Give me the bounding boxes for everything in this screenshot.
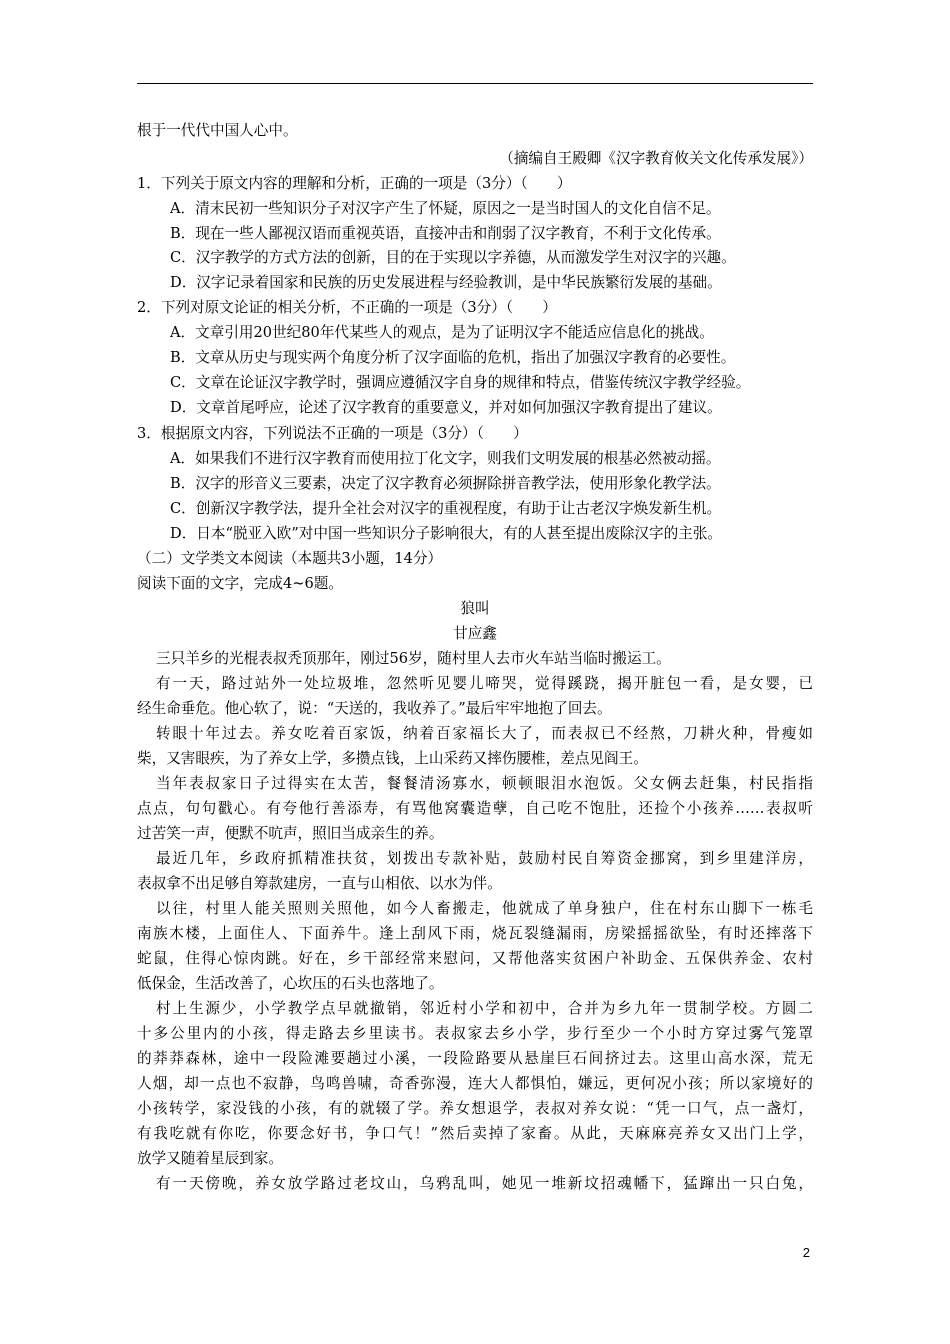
text-line: 根于一代代中国人心中。	[137, 122, 298, 139]
question-3: 3．根据原文内容，下列说法不正确的一项是（3分）（ ）	[137, 425, 528, 442]
text-line: 表叔拿不出足够自筹款建房，一直与山相依、以水为伴。	[137, 875, 502, 892]
header-rule	[137, 83, 813, 84]
text-line: 最近几年，乡政府抓精准扶贫，划拨出专款补贴，鼓励村民自筹资金挪窝，到乡里建洋房，	[156, 850, 813, 867]
text-line: 有一天，路过站外一处垃圾堆，忽然听见婴儿啼哭，觉得蹊跷，揭开脏包一看，是女婴，已	[156, 675, 813, 692]
option-3d: D．日本“脱亚入欧”对中国一些知识分子影响很大，有的人甚至提出废除汉字的主张。	[170, 525, 723, 542]
text-line: 有我吃就有你吃，你要念好书，争口气！”然后卖掉了家畜。从此，天麻麻亮养女又出门上学，	[137, 1125, 813, 1142]
text-line: 低保金，生活改善了，心坎压的石头也落地了。	[137, 975, 444, 992]
text-line: 经生命垂危。他心软了，说：“天送的，我收养了。”最后牢牢地抱了回去。	[137, 700, 612, 717]
text-line: 放学又随着星辰到家。	[137, 1150, 283, 1167]
page-number: 2	[802, 1245, 810, 1260]
section-heading: （二）文学类文本阅读（本题共3小题，14分）	[137, 550, 443, 567]
option-3b: B．汉字的形音义三要素，决定了汉字教育必须摒除拼音教学法，使用形象化教学法。	[170, 475, 721, 492]
option-2c: C．文章在论证汉字教学时，强调应遵循汉字自身的规律和特点，借鉴传统汉字教学经验。	[170, 374, 751, 391]
story-title: 狼叫	[460, 600, 490, 617]
reading-instruction: 阅读下面的文字，完成4~6题。	[137, 575, 343, 592]
text-line: 小孩转学，家没钱的小孩，有的就辍了学。养女想退学，表叔对养女说：“凭一口气，点一盏灯，	[137, 1100, 813, 1117]
option-3c: C．创新汉字教学法，提升全社会对汉字的重视程度，有助于让古老汉字焕发新生机。	[170, 500, 722, 517]
text-line: 柴，又害眼疾，为了养女上学，多攒点钱，上山采药又摔伤腰椎，差点见阎王。	[137, 750, 648, 767]
text-line: 蛇鼠，住得心惊肉跳。好在，乡干部经常来慰问，又帮他落实贫困户补助金、五保供养金、农村	[137, 950, 813, 967]
question-2: 2．下列对原文论证的相关分析，不正确的一项是（3分）（ ）	[137, 299, 557, 316]
text-line: 村上生源少，小学教学点早就撤销，邻近村小学和初中，合并为乡九年一贯制学校。方圆二	[156, 1000, 813, 1017]
option-3a: A．如果我们不进行汉字教育而使用拉丁化文字，则我们文明发展的根基必然被动摇。	[170, 450, 721, 467]
text-line: 十多公里内的小孩，得走路去乡里读书。表叔家去乡小学，步行至少一个小时方穿过雾气笼罩	[137, 1025, 813, 1042]
source-citation: （摘编自王殿卿《汉字教育攸关文化传承发展》）	[499, 150, 813, 167]
text-line: 人烟，却一点也不寂静，鸟鸣兽啸，奇香弥漫，连大人都惧怕，嫌远，更何况小孩；所以家境好的	[137, 1075, 813, 1092]
option-1b: B．现在一些人鄙视汉语而重视英语，直接冲击和削弱了汉字教育，不利于文化传承。	[170, 225, 721, 242]
text-line: 转眼十年过去。养女吃着百家饭，纳着百家福长大了，而表叔已不经熬，刀耕火种，骨瘦如	[156, 725, 813, 742]
option-2b: B．文章从历史与现实两个角度分析了汉字面临的危机，指出了加强汉字教育的必要性。	[170, 349, 736, 366]
option-1c: C．汉字教学的方式方法的创新，目的在于实现以字养德，从而激发学生对汉字的兴趣。	[170, 249, 736, 266]
text-line: 过苦笑一声，便默不吭声，照旧当成亲生的养。	[137, 825, 444, 842]
text-line: 三只羊乡的光棍表叔秃顶那年，刚过56岁，随村里人去市火车站当临时搬运工。	[156, 650, 671, 667]
story-author: 甘应鑫	[453, 625, 497, 642]
text-line: 点点，句句戳心。有夸他行善添寿，有骂他窝囊造孽，自己吃不饱肚，还捡个小孩养……表叔听	[137, 800, 813, 817]
text-line: 以往，村里人能关照则关照他，如今人畜搬走，他就成了单身独户，住在村东山脚下一栋毛	[156, 900, 813, 917]
text-line: 南族木楼，上面住人、下面养牛。逢上刮风下雨，烧瓦裂缝漏雨，房梁摇摇欲坠，有时还摔落下	[137, 925, 813, 942]
text-line: 有一天傍晚，养女放学路过老坟山，乌鸦乱叫，她见一堆新坟招魂幡下，猛蹿出一只白兔，	[156, 1175, 813, 1192]
text-line: 的莽莽森林，途中一段险滩要趟过小溪，一段险路要从悬崖巨石间挤过去。这里山高水深，荒无	[137, 1050, 813, 1067]
option-2a: A．文章引用20世纪80年代某些人的观点，是为了证明汉字不能适应信息化的挑战。	[170, 324, 714, 341]
option-1a: A．清末民初一些知识分子对汉字产生了怀疑，原因之一是当时国人的文化自信不足。	[170, 200, 721, 217]
option-1d: D．汉字记录着国家和民族的历史发展进程与经验教训，是中华民族繁衍发展的基础。	[170, 274, 722, 291]
text-line: 当年表叔家日子过得实在太苦，餐餐清汤寡水，顿顿眼泪水泡饭。父女俩去赶集，村民指指	[156, 775, 813, 792]
question-1: 1．下列关于原文内容的理解和分析，正确的一项是（3分）（ ）	[137, 175, 572, 192]
option-2d: D．文章首尾呼应，论述了汉字教育的重要意义，并对如何加强汉字教育提出了建议。	[170, 399, 722, 416]
